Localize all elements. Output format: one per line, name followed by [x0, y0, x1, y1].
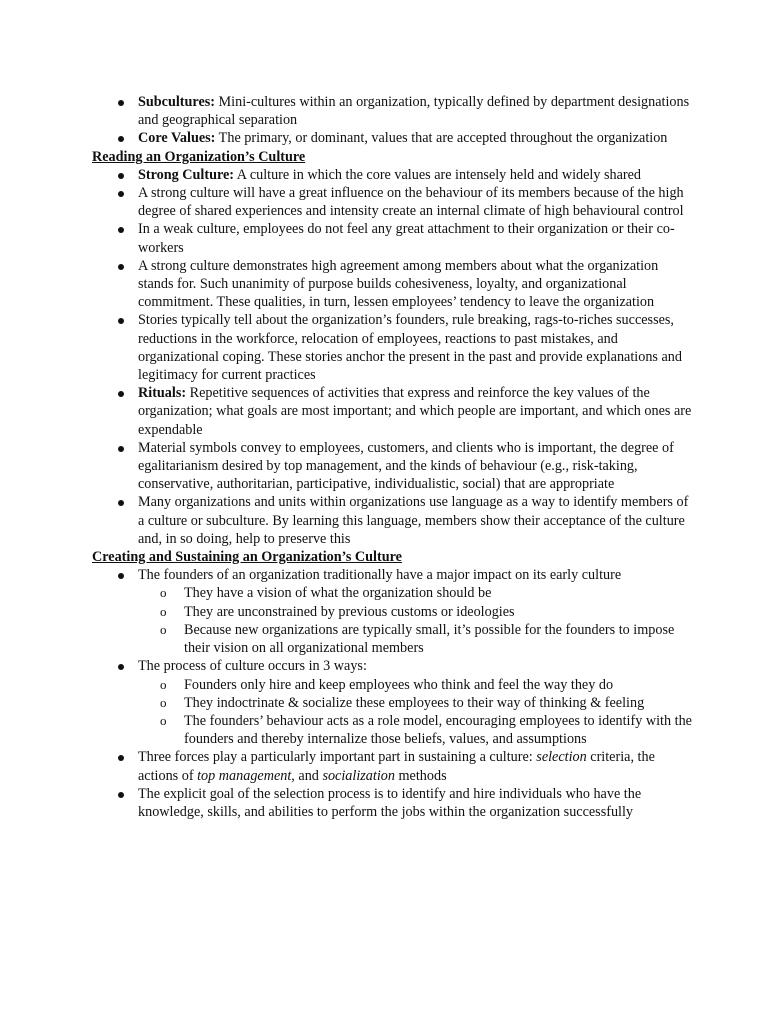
definition: Repetitive sequences of activities that express and reinforce the key values of the organization; what goals are most important; and which people are important, and which ones are expendable	[138, 385, 692, 438]
list-item-subcultures	[92, 93, 692, 129]
definition: The primary, or dominant, values that are accepted throughout the organization	[215, 130, 668, 147]
item-text: The founders of an organization traditionally have a major impact on its early culture	[138, 567, 622, 584]
bullet-icon	[118, 264, 124, 270]
circle-bullet-icon: o	[160, 676, 167, 692]
item-text: The explicit goal of the selection process is to identify and hire individuals who have the knowledge, skills, and abilities to perform the jobs within the organization successfully	[138, 785, 642, 820]
sub-list-item	[92, 694, 692, 712]
creating-list	[92, 566, 692, 821]
intro-list	[92, 93, 692, 148]
bullet-icon	[118, 500, 124, 506]
list-item-selection	[92, 785, 692, 821]
item-text: Stories typically tell about the organization’s founders, rule breaking, rags-to-riches successes, reductions in the workforce, relocation of employees, reactions to past mistakes, and organizational coping. These stories anchor the present in the past and provide explanations and legitimacy for current practices	[138, 312, 682, 384]
text-part: Three forces play a particularly important part in sustaining a culture:	[138, 749, 537, 766]
item-text: They are unconstrained by previous customs or ideologies	[184, 603, 515, 620]
text-part: criteria, the actions of	[138, 749, 655, 784]
item-text: A strong culture will have a great influence on the behaviour of its members because of the high degree of shared experiences and intensity create an internal climate of high behavioural control	[138, 185, 684, 220]
item-text: They have a vision of what the organization should be	[184, 585, 492, 602]
list-item-strong-culture	[92, 166, 692, 184]
list-item-rituals	[92, 384, 692, 439]
text-part: methods	[394, 767, 447, 784]
text-part: , and	[291, 767, 323, 784]
list-item	[92, 439, 692, 494]
circle-bullet-icon: o	[160, 621, 167, 637]
emphasis-selection: selection	[536, 749, 587, 766]
bullet-icon	[118, 664, 124, 670]
founders-sublist	[92, 584, 692, 657]
list-item	[92, 493, 692, 548]
bullet-icon	[118, 573, 124, 579]
sub-list-item	[92, 676, 692, 694]
sub-list-item	[92, 584, 692, 602]
item-text: Many organizations and units within organizations use language as a way to identify members of a culture or subculture. By learning this language, members show their acceptance of the culture and, in so doing, help to preserve this	[138, 494, 689, 547]
list-item	[92, 311, 692, 384]
term: Rituals:	[138, 385, 187, 402]
process-sublist	[92, 676, 692, 749]
item-text: They indoctrinate & socialize these employees to their way of thinking & feeling	[184, 694, 645, 711]
emphasis-top-management: top management	[197, 767, 292, 784]
bullet-icon	[118, 391, 124, 397]
item-text: The founders’ behaviour acts as a role model, encouraging employees to identify with the founders and thereby internalize those beliefs, values, and assumptions	[184, 712, 692, 748]
bullet-icon	[118, 227, 124, 233]
item-text: In a weak culture, employees do not feel any great attachment to their organization or their co-workers	[138, 221, 675, 256]
term: Core Values:	[138, 130, 216, 147]
list-item-forces	[92, 748, 692, 784]
section-heading-creating: Creating and Sustaining an Organization’s Culture	[92, 549, 402, 566]
definition: Mini-cultures within an organization, typically defined by department designations and geographical separation	[138, 94, 690, 129]
list-item	[92, 257, 692, 312]
list-item-core-values	[92, 129, 692, 147]
circle-bullet-icon: o	[160, 712, 167, 728]
sub-list-item	[92, 603, 692, 621]
circle-bullet-icon: o	[160, 694, 167, 710]
bullet-icon	[118, 191, 124, 197]
circle-bullet-icon: o	[160, 603, 167, 619]
emphasis-socialization: socialization	[322, 767, 395, 784]
section-heading-reading: Reading an Organization’s Culture	[92, 148, 306, 165]
bullet-icon	[118, 446, 124, 452]
bullet-icon	[118, 318, 124, 324]
bullet-icon	[118, 100, 124, 106]
term: Strong Culture:	[138, 166, 235, 183]
bullet-icon	[118, 136, 124, 142]
item-text: A strong culture demonstrates high agreement among members about what the organization stands for. Such unanimity of purpose builds cohesiveness, loyalty, and organizational commitment. These qualities, in turn, lessen employees’ tendency to leave the organization	[138, 257, 659, 311]
item-text: Material symbols convey to employees, customers, and clients who is important, the degree of egalitarianism desired by top management, and the kinds of behaviour (e.g., risk-taking, conservative, authoritarian, participative, individualistic, social) that are appropriate	[138, 439, 674, 493]
sub-list-item	[92, 621, 692, 657]
bullet-icon	[118, 173, 124, 179]
term: Subcultures:	[138, 94, 215, 110]
document-page	[92, 93, 692, 821]
item-text: The process of culture occurs in 3 ways:	[138, 658, 367, 675]
definition: A culture in which the core values are intensely held and widely shared	[234, 166, 642, 183]
sublist-wrapper	[92, 584, 692, 657]
item-text: Because new organizations are typically small, it’s possible for the founders to impose their vision on all organizational members	[184, 621, 675, 657]
bullet-icon	[118, 792, 124, 798]
list-item-process	[92, 657, 692, 675]
list-item	[92, 220, 692, 256]
bullet-icon	[118, 755, 124, 761]
list-item	[92, 184, 692, 220]
item-text: Founders only hire and keep employees who think and feel the way they do	[184, 676, 614, 693]
reading-list	[92, 166, 692, 548]
list-item-founders	[92, 566, 692, 584]
circle-bullet-icon: o	[160, 585, 167, 601]
sub-list-item	[92, 712, 692, 748]
sublist-wrapper	[92, 676, 692, 749]
